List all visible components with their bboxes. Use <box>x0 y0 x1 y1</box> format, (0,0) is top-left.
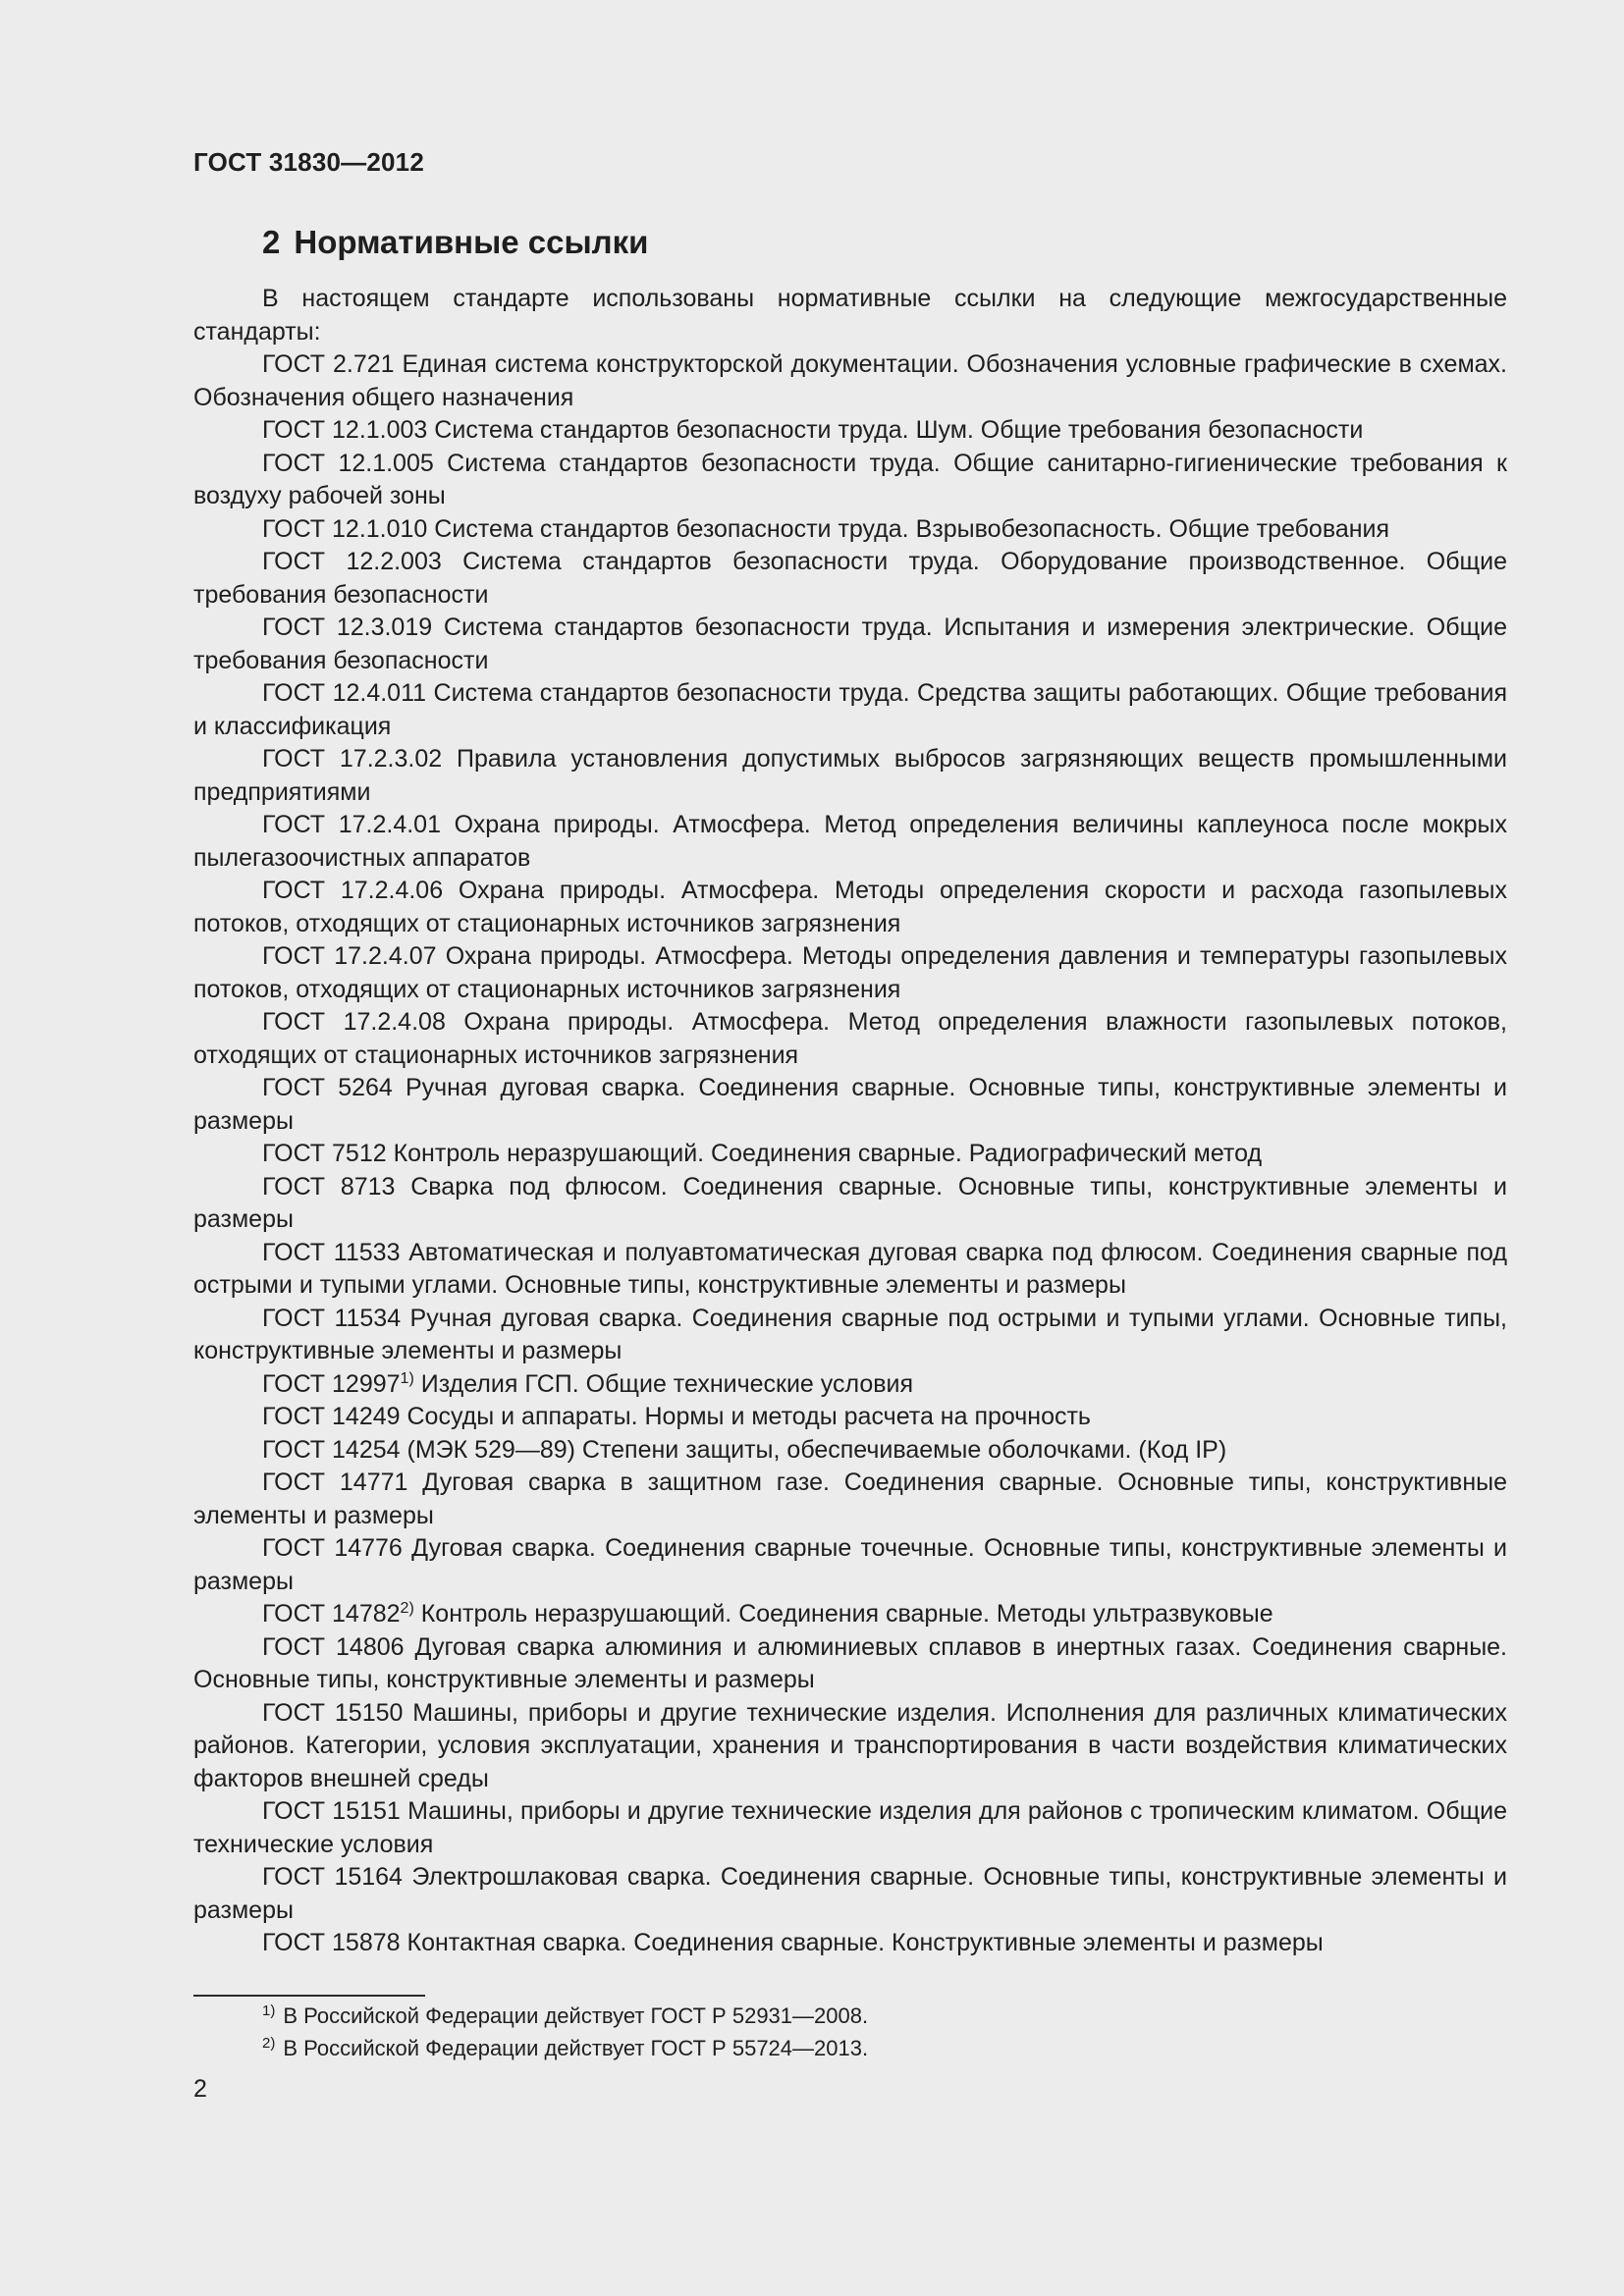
reference-title: Сосуды и аппараты. Нормы и методы расчета на прочность <box>406 1403 1091 1430</box>
reference-item <box>193 1303 1507 1368</box>
reference-title: Изделия ГСП. Общие технические условия <box>420 1369 914 1398</box>
reference-code: ГОСТ 17.2.4.06 <box>262 877 444 904</box>
reference-item <box>193 546 1507 612</box>
reference-title: Правила установления допустимых выбросов загрязняющих веществ промышленными предприятиями <box>193 745 1507 806</box>
reference-code: ГОСТ 14254 <box>262 1435 401 1464</box>
reference-code: ГОСТ 14771 <box>262 1468 408 1496</box>
reference-item <box>193 677 1507 743</box>
reference-code: ГОСТ 15151 <box>262 1797 401 1825</box>
reference-code: ГОСТ 5264 <box>262 1074 393 1101</box>
references-body <box>193 283 1507 1960</box>
document-code: ГОСТ 31830—2012 <box>193 147 424 177</box>
reference-title: Дуговая сварка в защитном газе. Соединения сварные. Основные типы, конструктивные элементы и размеры <box>193 1468 1507 1529</box>
footnote-text: В Российской Федерации действует ГОСТ Р 55724—2013. <box>283 2036 869 2060</box>
footnote-mark: 2) <box>262 2035 276 2052</box>
reference-code: ГОСТ 17.2.4.08 <box>262 1008 446 1036</box>
reference-title: Охрана природы. Атмосфера. Метод определения влажности газопылевых потоков, отходящих от стационарных источников загрязнения <box>193 1008 1507 1069</box>
reference-code: ГОСТ 17.2.4.01 <box>262 811 441 838</box>
reference-list <box>193 348 1507 1960</box>
reference-code: ГОСТ 14249 <box>262 1403 401 1430</box>
reference-title: Контроль неразрушающий. Соединения сварные. Радиографический метод <box>393 1140 1263 1167</box>
section-number: 2 <box>262 224 281 260</box>
reference-code: ГОСТ 12.1.005 <box>262 449 434 477</box>
reference-item <box>193 1434 1507 1468</box>
reference-item <box>193 1861 1507 1927</box>
intro-paragraph: В настоящем стандарте использованы нормативные ссылки на следующие межгосударственные стандарты: <box>193 285 1507 346</box>
reference-code: ГОСТ 17.2.4.07 <box>262 942 437 970</box>
reference-code: ГОСТ 14806 <box>262 1632 405 1661</box>
reference-item <box>193 1598 1507 1631</box>
reference-code: ГОСТ 15878 <box>262 1929 401 1956</box>
reference-title: Система стандартов безопасности труда. Шум. Общие требования безопасности <box>434 416 1364 444</box>
reference-item <box>193 1927 1507 1960</box>
reference-code: ГОСТ 12.1.010 <box>262 514 428 543</box>
reference-code: ГОСТ 15164 <box>262 1863 403 1891</box>
reference-item <box>193 1237 1507 1303</box>
reference-item <box>193 1401 1507 1434</box>
footnote-item <box>262 2000 868 2032</box>
reference-title: Охрана природы. Атмосфера. Методы определения давления и температуры газопылевых потоков, отходящих от стационарных источников загрязнения <box>193 942 1507 1003</box>
reference-item <box>193 612 1507 677</box>
reference-title: Охрана природы. Атмосфера. Методы определения скорости и расхода газопылевых потоков, отходящих от стационарных источников загрязнения <box>193 877 1508 937</box>
reference-title: Система стандартов безопасности труда. Общие санитарно-гигиенические требования к воздуху рабочей зоны <box>193 449 1507 509</box>
reference-code: ГОСТ 15150 <box>262 1698 404 1727</box>
reference-item <box>193 414 1507 448</box>
reference-title: Система стандартов безопасности труда. Испытания и измерения электрические. Общие требования безопасности <box>193 614 1508 674</box>
footnote-mark: 1) <box>262 2002 276 2019</box>
footnote-text: В Российской Федерации действует ГОСТ Р 52931—2008. <box>283 2003 869 2028</box>
reference-title: Сварка под флюсом. Соединения сварные. Основные типы, конструктивные элементы и размеры <box>193 1172 1507 1233</box>
footnotes <box>262 2000 868 2064</box>
reference-code: ГОСТ 12.4.011 <box>262 679 427 707</box>
reference-code: ГОСТ 11534 <box>262 1304 402 1332</box>
reference-item <box>193 1138 1507 1171</box>
footnote-item <box>262 2032 868 2064</box>
reference-code: ГОСТ 12.1.003 <box>262 416 428 444</box>
reference-code: ГОСТ 8713 <box>262 1172 396 1201</box>
reference-code: ГОСТ 12.3.019 <box>262 614 433 641</box>
reference-code: ГОСТ 7512 <box>262 1140 387 1167</box>
reference-item <box>193 1467 1507 1532</box>
page-number: 2 <box>193 2075 207 2103</box>
reference-title: Машины, приборы и другие технические изделия. Исполнения для различных климатических районов. Категории, условия эксплуатации, хранения и транспортирования в части воздействия климатических факторов внешней среды <box>193 1698 1507 1792</box>
reference-title: (МЭК 529—89) Степени защиты, обеспечиваемые оболочками. (Код IP) <box>406 1435 1227 1464</box>
section-title: Нормативные ссылки <box>294 224 649 260</box>
reference-title: Система стандартов безопасности труда. Средства защиты работающих. Общие требования и классификация <box>193 679 1507 740</box>
reference-item <box>193 513 1507 547</box>
reference-item <box>193 348 1507 414</box>
reference-item <box>193 1532 1507 1598</box>
footnote-divider <box>193 1995 425 1997</box>
footnote-ref: 2) <box>400 1600 414 1617</box>
reference-code: ГОСТ 2.721 <box>262 350 395 378</box>
reference-item <box>193 875 1507 940</box>
reference-item <box>193 1171 1507 1237</box>
reference-title: Единая система конструкторской документации. Обозначения условные графические в схемах. Обозначения общего назначения <box>193 350 1507 411</box>
reference-title: Ручная дуговая сварка. Соединения сварные под острыми и тупыми углами. Основные типы, конструктивные элементы и размеры <box>193 1304 1507 1364</box>
reference-item <box>193 940 1507 1006</box>
reference-item <box>193 1072 1507 1138</box>
reference-title: Ручная дуговая сварка. Соединения сварные. Основные типы, конструктивные элементы и размеры <box>193 1074 1507 1135</box>
reference-item <box>193 743 1507 809</box>
reference-code: ГОСТ 12.2.003 <box>262 548 442 575</box>
footnote-ref: 1) <box>400 1369 414 1387</box>
reference-code: ГОСТ 11533 <box>262 1238 401 1266</box>
reference-code: ГОСТ 12997 <box>262 1369 401 1398</box>
reference-title: Дуговая сварка алюминия и алюминиевых сплавов в инертных газах. Соединения сварные. Основные типы, конструктивные элементы и размеры <box>193 1632 1508 1693</box>
reference-item <box>193 1795 1507 1861</box>
reference-title: Система стандартов безопасности труда. Взрывобезопасность. Общие требования <box>434 514 1390 543</box>
reference-title: Охрана природы. Атмосфера. Метод определения величины каплеуноса после мокрых пылегазоочистных аппаратов <box>193 811 1507 872</box>
reference-title: Дуговая сварка. Соединения сварные точечные. Основные типы, конструктивные элементы и размеры <box>193 1534 1507 1595</box>
reference-title: Автоматическая и полуавтоматическая дуговая сварка под флюсом. Соединения сварные под острыми и тупыми углами. Основные типы, конструктивные элементы и размеры <box>193 1238 1507 1299</box>
reference-item <box>193 448 1507 513</box>
reference-code: ГОСТ 14776 <box>262 1534 403 1562</box>
reference-code: ГОСТ 17.2.3.02 <box>262 745 443 773</box>
reference-item <box>193 1006 1507 1072</box>
reference-title: Контроль неразрушающий. Соединения сварные. Методы ультразвуковые <box>420 1600 1273 1628</box>
reference-item <box>193 1697 1507 1796</box>
reference-title: Электрошлаковая сварка. Соединения сварные. Основные типы, конструктивные элементы и размеры <box>193 1863 1507 1924</box>
section-heading <box>262 224 648 261</box>
reference-title: Контактная сварка. Соединения сварные. Конструктивные элементы и размеры <box>406 1929 1324 1956</box>
reference-item <box>193 1631 1507 1697</box>
reference-title: Система стандартов безопасности труда. Оборудование производственное. Общие требования безопасности <box>193 548 1507 609</box>
reference-item <box>193 1368 1507 1402</box>
reference-item <box>193 809 1507 875</box>
reference-title: Машины, приборы и другие технические изделия для районов с тропическим климатом. Общие технические условия <box>193 1797 1508 1858</box>
reference-code: ГОСТ 14782 <box>262 1600 401 1628</box>
